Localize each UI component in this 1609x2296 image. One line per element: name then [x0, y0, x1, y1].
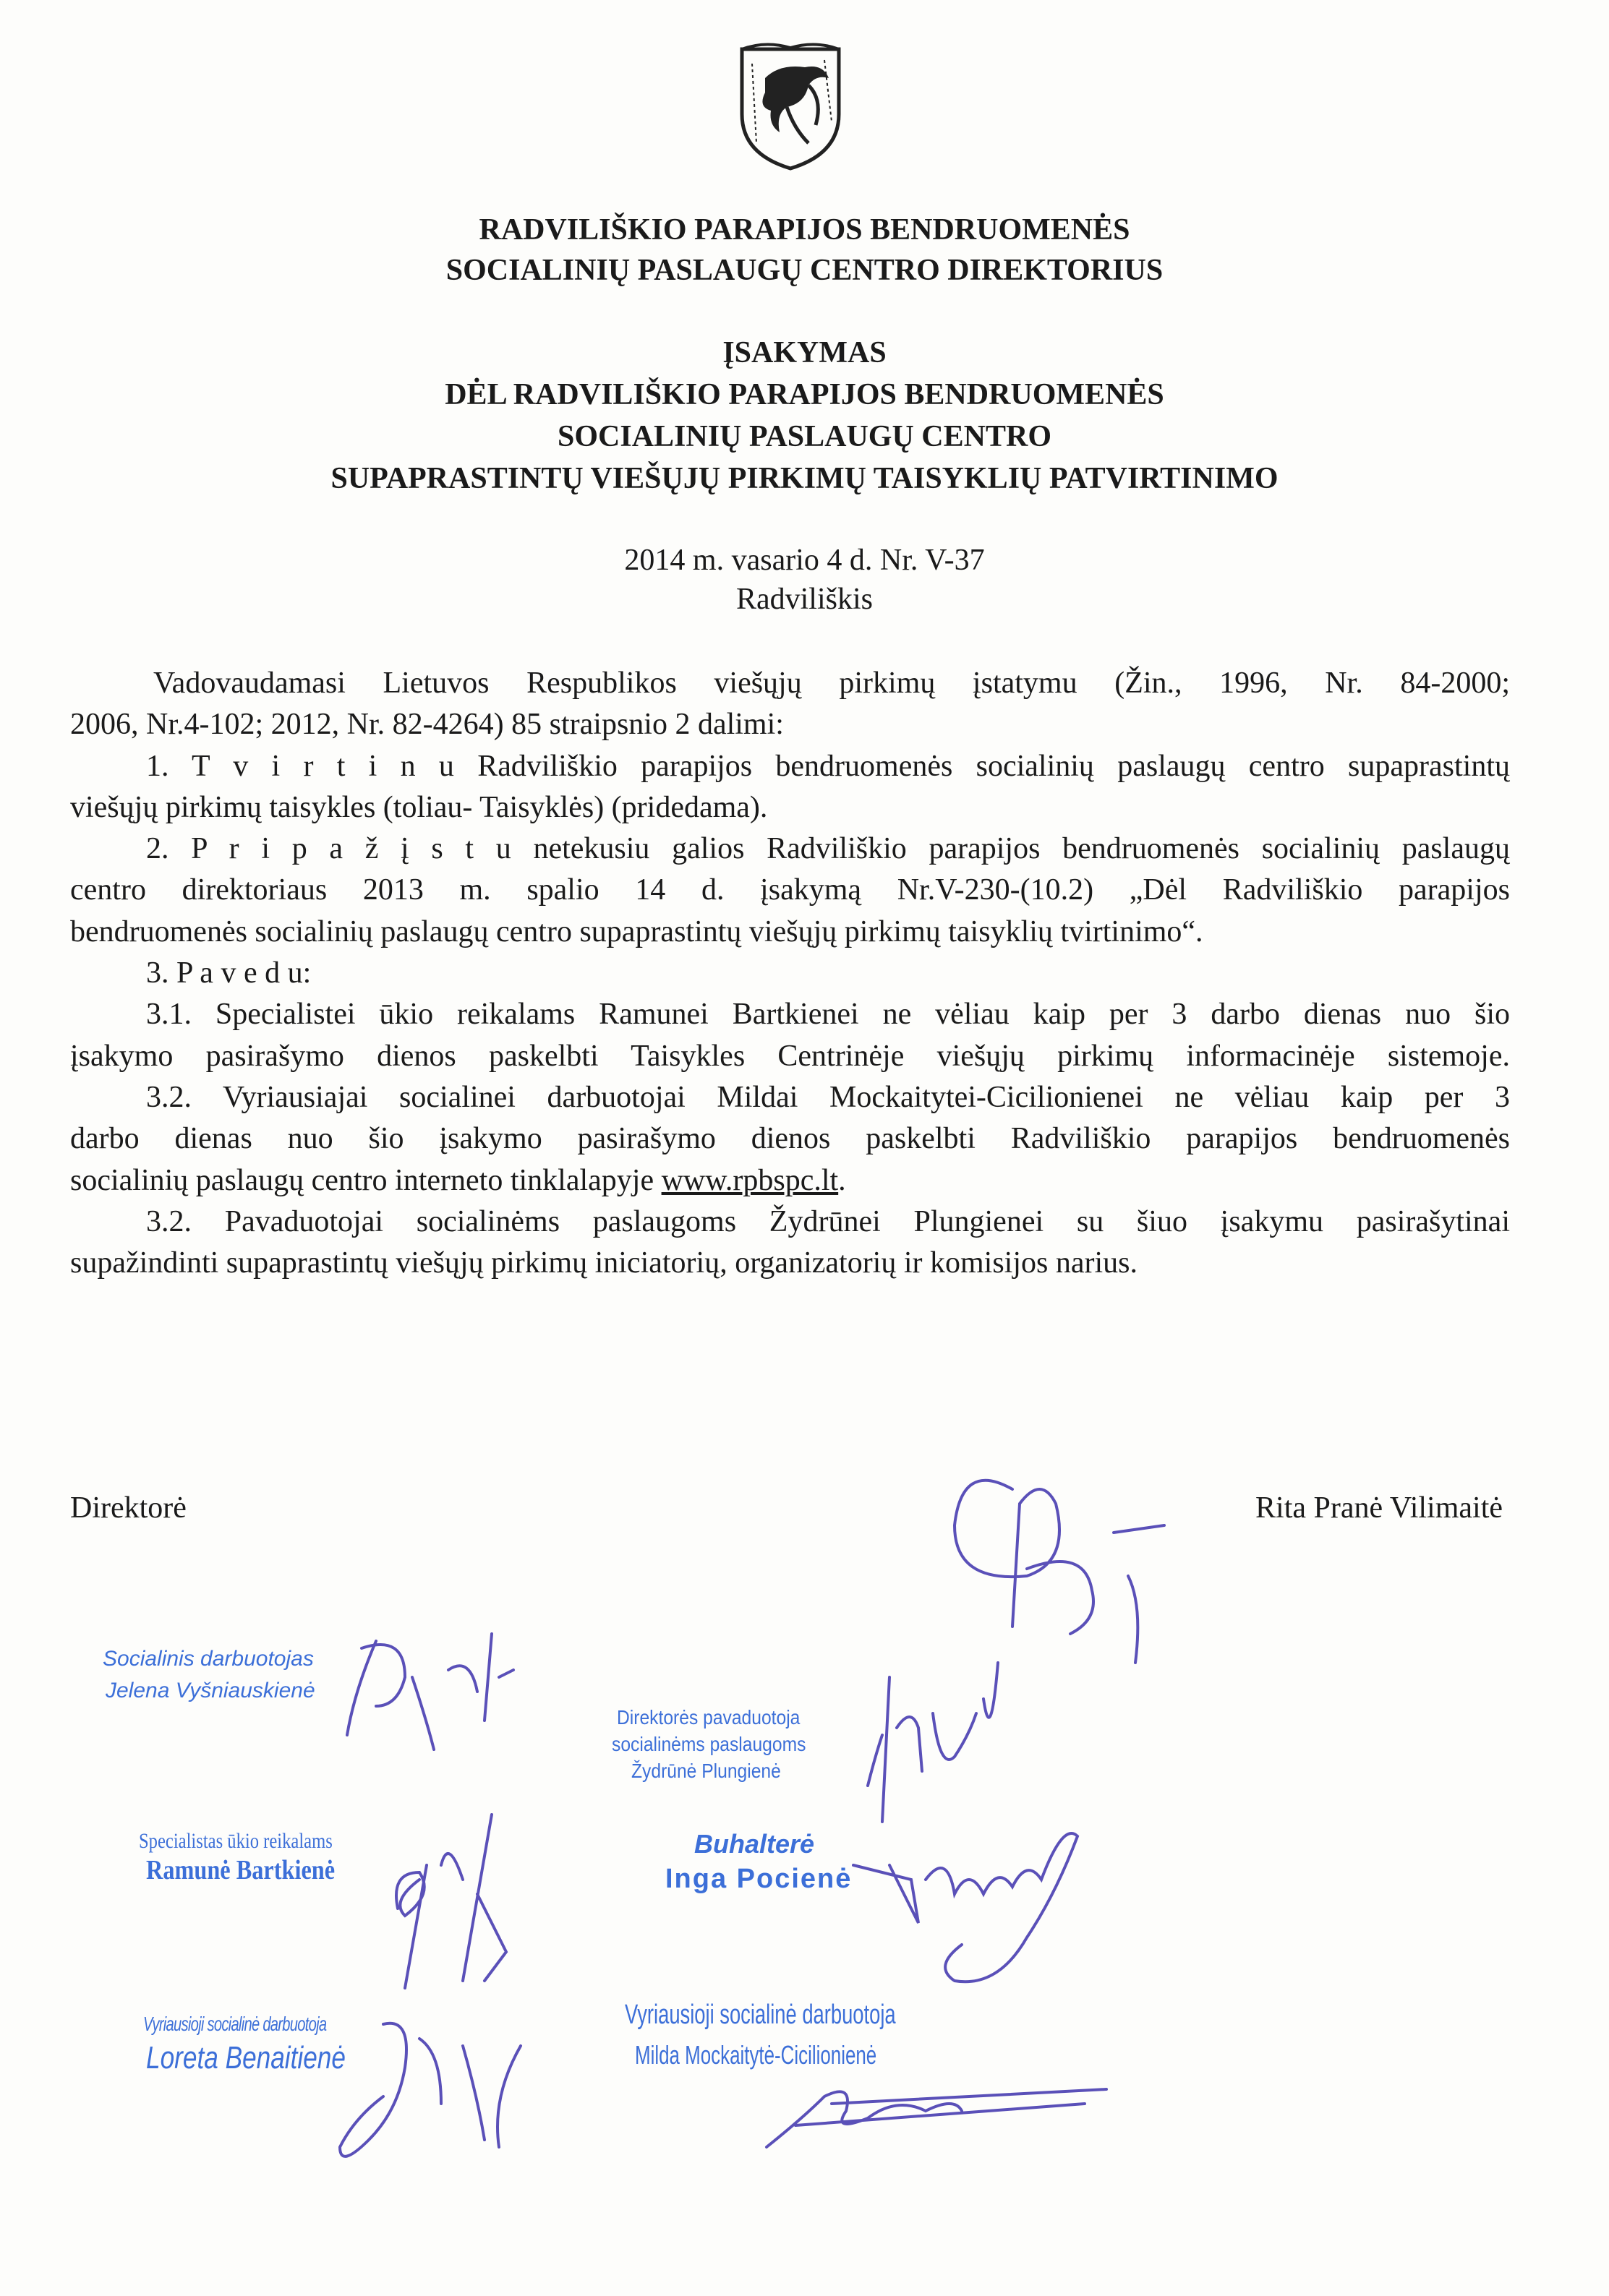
website-suffix: . [838, 1163, 846, 1197]
stamp-senior-worker2-title: Vyriausioji socialinė darbuotoja [625, 2000, 896, 2030]
stamp-deputy-title1: Direktorės pavaduotoja [617, 1706, 801, 1729]
director-signature [955, 1481, 1164, 1663]
benaitiene-signature [340, 2023, 521, 2156]
stamp-accountant-title: Buhalterė [694, 1829, 815, 1859]
body-line: 3.1. Specialistei ūkio reikalams Ramunei Bartkienei ne vėliau kaip per 3 darbo dienas nuo šio [146, 998, 1510, 1032]
body-line: bendruomenės socialinių paslaugų centro supaprastintų viešųjų pirkimų taisyklių tvirtinimo“. [70, 914, 1203, 948]
mockaityte-signature [767, 2089, 1106, 2147]
body-line: 3.2. Pavaduotojai socialinėms paslaugoms Žydrūnei Plungienei su šiuo įsakymu pasirašytinai [146, 1204, 1510, 1238]
stamp-senior-worker-title: Vyriausioji socialinė darbuotoja [143, 2013, 327, 2035]
plungiene-signature [868, 1663, 998, 1822]
document-subject-line4: SUPAPRASTINTŲ VIEŠŲJŲ PIRKIMŲ TAISYKLIŲ PATVIRTINIMO [330, 462, 1279, 495]
body-line: įsakymo pasirašymo dienos paskelbti Taisykles Centrinėje viešųjų pirkimų informacinėje sistemoje. [70, 1039, 1510, 1073]
stamp-deputy-title2: socialinėms paslaugoms [612, 1733, 806, 1755]
body-line: 3. P a v e d u: [146, 956, 312, 990]
stamp-deputy-name: Žydrūnė Plungienė [631, 1760, 781, 1782]
document-type-title: ĮSAKYMAS [722, 336, 887, 369]
stamp-accountant-name: Inga Pocienė [665, 1864, 853, 1894]
body-line: Vadovaudamasi Lietuvos Respublikos viešųjų pirkimų įstatymu (Žin., 1996, Nr. 84-2000; [153, 667, 1510, 700]
body-line: centro direktoriaus 2013 m. spalio 14 d. įsakymą Nr.V-230-(10.2) „Dėl Radviliškio parapijos [70, 873, 1510, 907]
body-line-text: socialinių paslaugų centro interneto tinklalapyje [70, 1163, 662, 1197]
vysniauskiene-signature [347, 1634, 513, 1749]
website-link[interactable]: www.rpbspc.lt [661, 1163, 839, 1197]
stamp-specialist-name: Ramunė Bartkienė [146, 1855, 336, 1885]
signatory-name: Rita Pranė Vilimaitė [1255, 1491, 1503, 1525]
signatory-position: Direktorė [70, 1491, 187, 1525]
stamp-social-worker-title: Socialinis darbuotojas [103, 1647, 314, 1671]
document-date-number: 2014 m. vasario 4 d. Nr. V-37 [624, 544, 985, 577]
document-body [70, 663, 1510, 1284]
organization-name-line1: RADVILIŠKIO PARAPIJOS BENDRUOMENĖS [479, 213, 1130, 247]
body-line: 2006, Nr.4-102; 2012, Nr. 82-4264) 85 straipsnio 2 dalimi: [70, 708, 784, 742]
body-line: 1. T v i r t i n u Radviliškio parapijos bendruomenės socialinių paslaugų centro supaprastintų [146, 749, 1510, 783]
body-line: viešųjų pirkimų taisykles (toliau- Taisyklės) (pridedama). [70, 790, 768, 824]
document-subject-line3: SOCIALINIŲ PASLAUGŲ CENTRO [558, 420, 1051, 453]
stamp-specialist-title: Specialistas ūkio reikalams [139, 1829, 333, 1853]
pociene-signature [853, 1833, 1077, 1982]
document-place: Radviliškis [735, 583, 874, 616]
stamp-social-worker-name: Jelena Vyšniauskienė [106, 1679, 315, 1702]
body-line [70, 1160, 1510, 1201]
horse-coat-of-arms-icon [736, 35, 845, 172]
body-line: 3.2. Vyriausiajai socialinei darbuotojai Mildai Mockaitytei-Cicilionienei ne vėliau kaip per 3 [146, 1080, 1510, 1114]
document-subject-line2: DĖL RADVILIŠKIO PARAPIJOS BENDRUOMENĖS [445, 378, 1164, 411]
body-line: supažindinti supaprastintų viešųjų pirkimų iniciatorių, organizatorių ir komisijos narius. [70, 1246, 1138, 1280]
stamp-senior-worker-name: Loreta Benaitienė [146, 2040, 346, 2076]
organization-name-line2: SOCIALINIŲ PASLAUGŲ CENTRO DIREKTORIUS [445, 254, 1164, 287]
bartkiene-signature [396, 1815, 506, 1988]
body-line: 2. P r i p a ž į s t u netekusiu galios Radviliškio parapijos bendruomenės socialinių paslaugų [146, 832, 1510, 866]
stamp-senior-worker2-name: Milda Mockaitytė-Cicilionienė [635, 2040, 877, 2070]
body-line: darbo dienas nuo šio įsakymo pasirašymo dienos paskelbti Radviliškio parapijos bendruomenės [70, 1122, 1510, 1156]
